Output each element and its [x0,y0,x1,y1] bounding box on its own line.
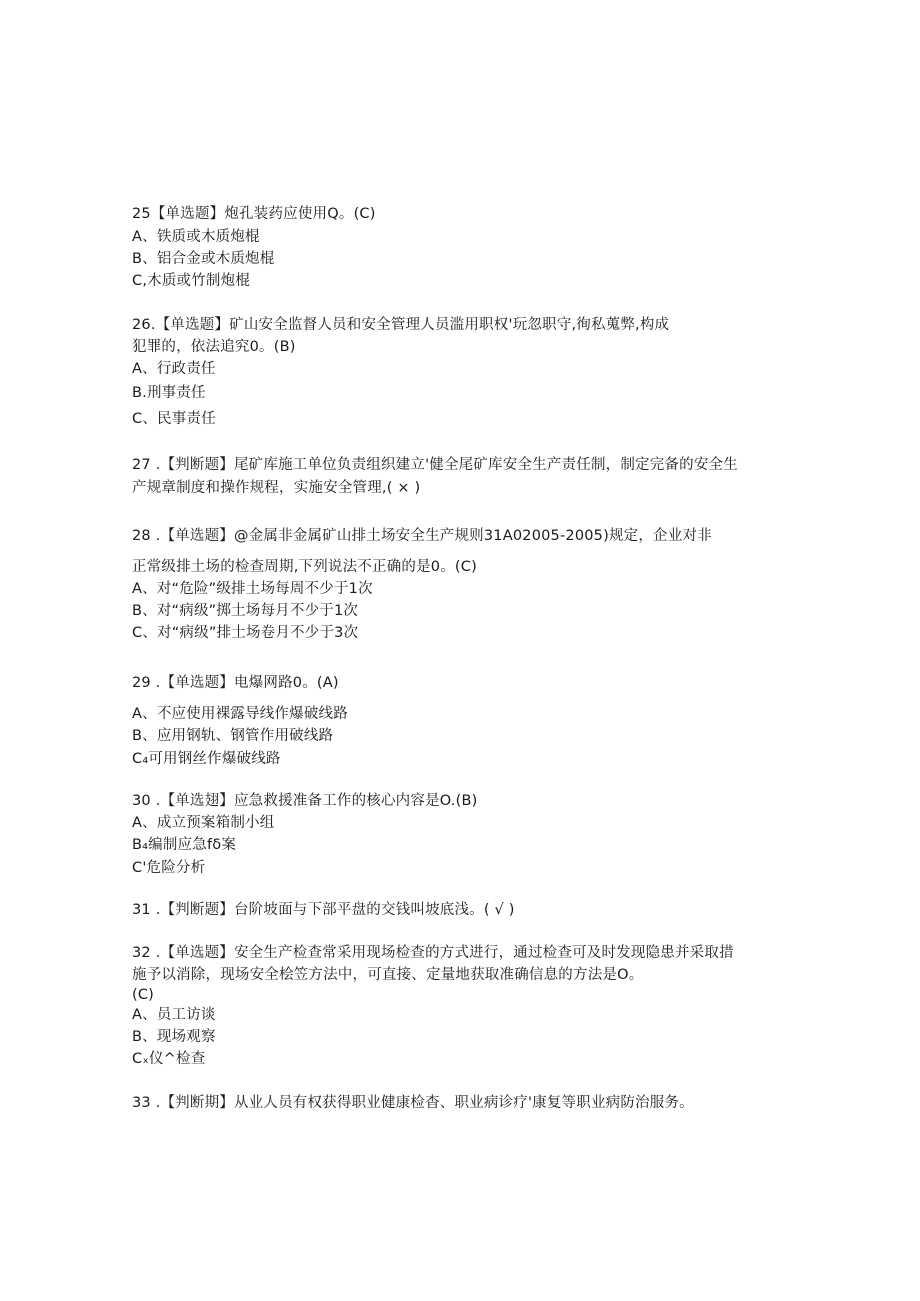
question-32-answer: (C) [132,987,155,1003]
question-29-option-a: A、不应使用裸露导线作爆破线路 [132,706,348,722]
question-25-option-b: B、铝合金或木质炮棍 [132,251,275,267]
question-32-option-b: B、现场观察 [132,1029,216,1045]
question-26-stem: 26.【单选题】矿山安全监督人员和安全管理人员滥用职权'玩忽职守,徇私蒐弊,构成 [132,317,670,333]
question-27-stem: 27 .【判断题】尾矿库施工单位负责组织建立'健全尾矿库安全生产责任制，制定完备的安全生 [132,457,738,473]
question-30-option-c: C'危险分析 [132,860,206,876]
question-29-option-c: C₄可用钢丝作爆破线路 [132,751,281,767]
question-31-stem: 31 .【判断题】台阶坡面与下部平盘的交钱叫坡底浅。( √ ) [132,902,515,918]
question-26-option-c: C、民事责任 [132,411,216,427]
question-30-stem: 30 .【单选翅】应急救援准备工作的核心内容是O.(B) [132,793,478,809]
question-29-option-b: B、应用钢轨、钢管作用破线路 [132,728,334,744]
question-26-option-b: B.刑事责任 [132,385,206,401]
question-25-option-a: A、铁质或木质炮棍 [132,229,260,245]
question-26-option-a: A、行政责任 [132,361,216,377]
question-29-stem: 29 .【单选题】电爆网路0。(A) [132,675,339,691]
question-32-stem: 32 .【单选题】安全生产检查常采用现场检查的方式进行，通过检查可及时发现隐患并采取措 [132,945,734,961]
question-26-stem-continued: 犯罪的，依法追究0。(B) [132,339,296,355]
question-28-option-b: B、对“病级”掷土场每月不少于1次 [132,603,359,619]
question-28-option-c: C、对“病级”排土场卷月不少于3次 [132,625,359,641]
question-28-option-a: A、对“危险”级排土场每周不少于1次 [132,581,373,597]
question-30-option-a: A、成立预案箱制小组 [132,815,275,831]
question-32-option-c: Cₓ仪^检查 [132,1051,206,1067]
question-30-option-b: B₄编制应急fδ案 [132,837,237,853]
question-32-option-a: A、员工访谈 [132,1007,216,1023]
question-28-stem-continued: 正常级排土场的检查周期,下列说法不正确的是0。(C) [132,559,477,575]
question-33-stem: 33 .【判断期】从业人员有权获得职业健康检杳、职业病诊疗'康复等职业病防治服务。 [132,1095,694,1111]
question-28-stem: 28 .【单选题】@金属非金属矿山排土场安全生产规则31A02005-2005)规定，企业对非 [132,528,712,544]
question-32-stem-continued: 施予以消除，现场安全桧笠方法中，可直接、定量地获取准确信息的方法是O。 [132,967,644,983]
question-27-stem-continued: 产规章制度和操作规程，实施安全管理,( × ) [132,480,421,496]
question-25-stem: 25【单选题】炮孔装药应使用Q。(C) [132,206,376,222]
question-25-option-c: C,木质或竹制炮棍 [132,273,251,289]
